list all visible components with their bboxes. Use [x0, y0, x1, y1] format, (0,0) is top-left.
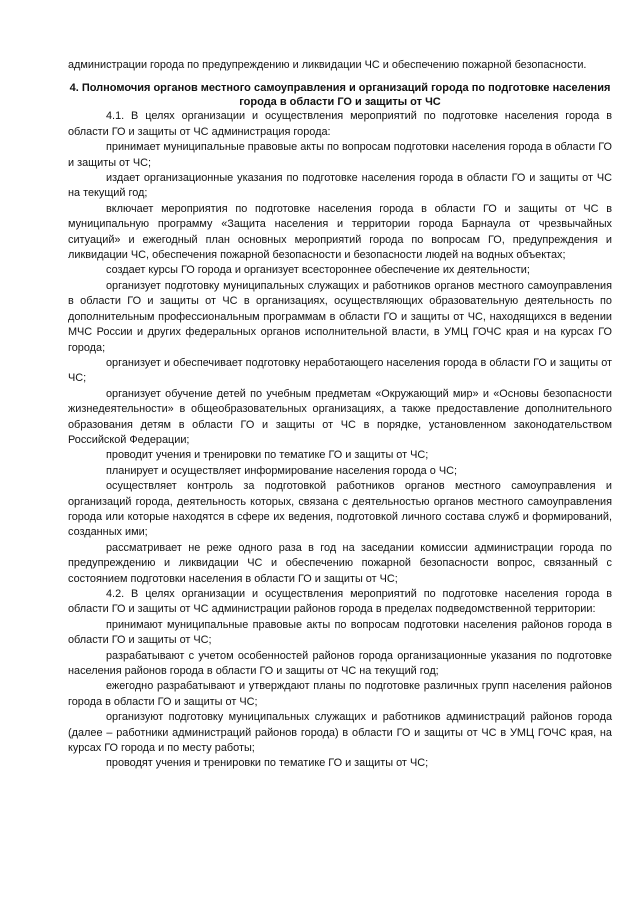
paragraph: организует подготовку муниципальных служащих и работников органов местного самоуправления в области ГО и защиты от ЧС в организациях, осуществляющих образовательную деятельность по дополнительным профессиональным программам в области ГО и защиты от ЧС, находящихся в ведении МЧС России и других федеральных органов исполнительной власти, в УМЦ ГОЧС края и на курсах ГО города; — [68, 279, 612, 354]
paragraph: организуют подготовку муниципальных служащих и работников администраций районов города (далее – работники администраций районов города) в области ГО и защиты от ЧС в УМЦ ГОЧС края, на курсах ГО города и по месту работы; — [68, 711, 612, 755]
paragraph: принимает муниципальные правовые акты по вопросам подготовки населения города в области ГО и защиты от ЧС; — [68, 141, 612, 169]
paragraph: ежегодно разрабатывают и утверждают планы по подготовке различных групп населения районов города в области ГО и защиты от ЧС; — [68, 680, 612, 708]
paragraph: разрабатывают с учетом особенностей районов города организационные указания по подготовке населения районов города в области ГО и защиты от ЧС на текущий год; — [68, 649, 612, 678]
paragraph: планирует и осуществляет информирование населения города о ЧС; — [106, 464, 457, 477]
intro-paragraph: администрации города по предупреждению и ликвидации ЧС и обеспечению пожарной безопасности. — [68, 59, 587, 71]
paragraph: 4.2. В целях организации и осуществления мероприятий по подготовке населения города в области ГО и защиты от ЧС администрации районов города в пределах подведомственной территории: — [68, 588, 612, 616]
paragraph: проводят учения и тренировки по тематике ГО и защиты от ЧС; — [106, 757, 429, 770]
paragraph: издает организационные указания по подготовке населения города в области ГО и защиты от ЧС на текущий год; — [68, 172, 612, 200]
paragraph: создает курсы ГО города и организует всестороннее обеспечение их деятельности; — [106, 264, 530, 277]
paragraph: включает мероприятия по подготовке населения города в области ГО и защиты от ЧС в муниципальную программу «Защита населения и территории города Барнаула от чрезвычайных ситуаций» и ежегодный план основных мероприятий города по вопросам ГО, предупреждения и ликвидации ЧС, обеспечения пожарной безопасности и безопасности людей на водных объектах; — [68, 202, 612, 262]
paragraph: осуществляет контроль за подготовкой работников органов местного самоуправления и организаций города, деятельность которых, связана с деятельностью органов местного самоуправления города или которые находятся в сфере их ведения, подготовкой личного состава служб и формирований, созданных ими; — [68, 480, 612, 539]
paragraph: принимают муниципальные правовые акты по вопросам подготовки населения районов города в области ГО и защиты от ЧС; — [68, 618, 612, 647]
paragraph: проводит учения и тренировки по тематике ГО и защиты от ЧС; — [106, 449, 429, 462]
paragraph: организует обучение детей по учебным предметам «Окружающий мир» и «Основы безопасности жизнедеятельности» в общеобразовательных организациях, а также предоставление дополнительного образования детям в области ГО и защиты от ЧС в порядке, установленном законодательством Российской Федерации; — [68, 387, 612, 446]
section-heading: 4. Полномочия органов местного самоуправления и организаций города по подготовке населения города в области ГО и защиты от ЧС — [69, 82, 611, 109]
paragraph: 4.1. В целях организации и осуществления мероприятий по подготовке населения города в области ГО и защиты от ЧС администрация города: — [68, 110, 612, 138]
paragraph: рассматривает не реже одного раза в год на заседании комиссии администрации города по предупреждению и ликвидации ЧС и обеспечению пожарной безопасности вопрос, связанный с состоянием подготовки населения в области ГО и защиты от ЧС; — [68, 541, 612, 585]
paragraph: организует и обеспечивает подготовку неработающего населения города в области ГО и защиты от ЧС; — [68, 356, 612, 385]
